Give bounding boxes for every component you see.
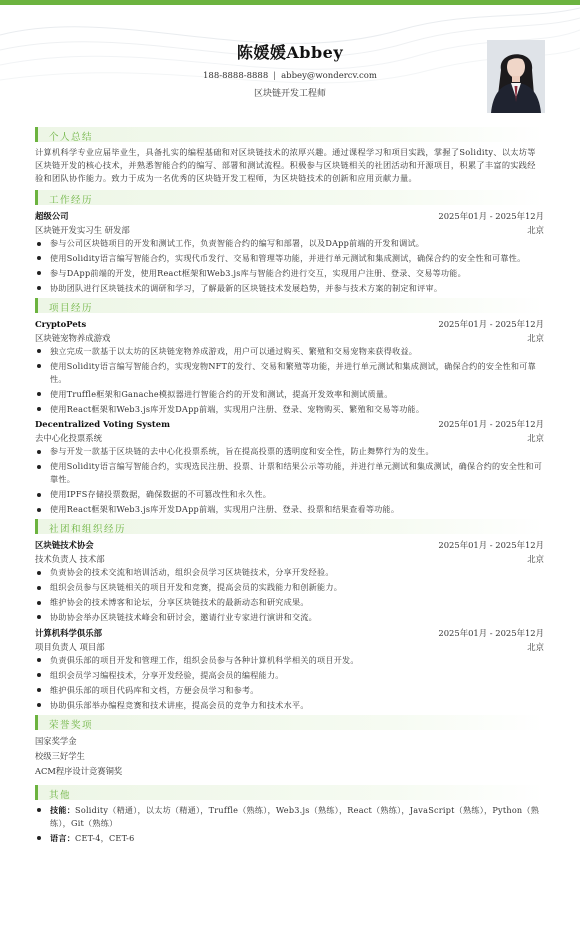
work-location: 北京 <box>527 225 544 235</box>
section-work-heading: 工作经历 <box>35 190 544 205</box>
list-item: 使用Solidity语言编写智能合约，实现选民注册、投票、计票和结果公示等功能，并进行单元测试和集成测试，确保合约的安全性和可靠性。 <box>35 460 544 486</box>
project-bullets <box>35 345 544 416</box>
club-location: 北京 <box>527 554 544 565</box>
club-role: 技术负责人 技术部 <box>35 554 105 565</box>
language-label: 语言： <box>50 832 76 843</box>
project-entry <box>35 317 544 416</box>
award-item: ACM程序设计竞赛铜奖 <box>35 765 123 776</box>
project-role: 去中心化投票系统 <box>35 433 102 444</box>
work-date: 2025年01月 - 2025年12月 <box>438 211 544 221</box>
project-bullets <box>35 445 544 516</box>
project-date: 2025年01月 - 2025年12月 <box>438 318 544 329</box>
list-item: 使用React框架和Web3.js库开发DApp前端，实现用户注册、登录、投票和结果查看等功能。 <box>35 503 544 516</box>
work-entry <box>35 209 544 295</box>
list-item: 参与公司区块链项目的开发和测试工作，负责智能合约的编写和部署，以及DApp前端的开发和调试。 <box>35 237 544 250</box>
skills-label: 技能： <box>50 804 76 815</box>
language-text: CET-4，CET-6 <box>75 832 135 843</box>
section-awards-heading: 荣誉奖项 <box>35 715 544 730</box>
list-item: 维护协会的技术博客和论坛，分享区块链技术的最新动态和研究成果。 <box>35 596 544 609</box>
section-projects-heading: 项目经历 <box>35 298 544 313</box>
list-item: 协助团队进行区块链技术的调研和学习，了解最新的区块链技术发展趋势，并参与技术方案的制定和评审。 <box>35 282 544 295</box>
project-name: CryptoPets <box>35 318 87 329</box>
resume-body <box>35 124 544 846</box>
project-location: 北京 <box>527 433 544 444</box>
award-item: 校级三好学生 <box>35 750 85 761</box>
list-item: 负责协会的技术交流和培训活动，组织会员学习区块链技术，分享开发经验。 <box>35 566 544 579</box>
club-role: 项目负责人 项目部 <box>35 641 105 652</box>
top-accent-bar <box>0 0 580 5</box>
list-item: 协助俱乐部举办编程竞赛和技术讲座，提高会员的竞争力和技术水平。 <box>35 699 544 712</box>
list-item: 组织会员学习编程技术，分享开发经验，提高会员的编程能力。 <box>35 669 544 682</box>
list-item: 使用Truffle框架和Ganache模拟器进行智能合约的开发和测试，提高开发效率和测试质量。 <box>35 388 544 401</box>
list-item: 参与DApp前端的开发，使用React框架和Web3.js库与智能合约进行交互，实现用户注册、登录、交易等功能。 <box>35 267 544 280</box>
club-bullets <box>35 654 544 712</box>
project-date: 2025年01月 - 2025年12月 <box>438 419 544 430</box>
work-bullets <box>35 237 544 295</box>
club-bullets <box>35 566 544 624</box>
club-date: 2025年01月 - 2025年12月 <box>438 540 544 551</box>
section-clubs-heading: 社团和组织经历 <box>35 519 544 534</box>
contact-line: 188-8888-8888 | abbey@wondercv.com <box>203 71 377 81</box>
project-location: 北京 <box>527 332 544 343</box>
club-date: 2025年01月 - 2025年12月 <box>438 627 544 638</box>
work-role: 区块链开发实习生 研发部 <box>35 225 130 235</box>
list-item: 使用Solidity语言编写智能合约，实现宠物NFT的发行、交易和繁殖等功能，并进行单元测试和集成测试，确保合约的安全性和可靠性。 <box>35 360 544 386</box>
awards-list <box>35 734 544 779</box>
email-address: abbey@wondercv.com <box>281 71 377 81</box>
list-item: 独立完成一款基于以太坊的区块链宠物养成游戏，用户可以通过购买、繁殖和交易宠物来获得收益。 <box>35 345 544 358</box>
company-name: 超级公司 <box>35 211 69 221</box>
list-item: 使用React框架和Web3.js库开发DApp前端，实现用户注册、登录、宠物购买、繁殖和交易等功能。 <box>35 403 544 416</box>
section-summary-heading: 个人总结 <box>35 127 544 142</box>
club-entry <box>35 626 544 712</box>
club-entry <box>35 538 544 624</box>
list-item: 使用IPFS存储投票数据，确保数据的不可篡改性和永久性。 <box>35 488 544 501</box>
club-name: 区块链技术协会 <box>35 540 94 551</box>
list-item: 组织会员参与区块链相关的项目开发和竞赛，提高会员的实践能力和创新能力。 <box>35 581 544 594</box>
club-location: 北京 <box>527 641 544 652</box>
profile-photo <box>487 40 545 113</box>
job-title: 区块链开发工程师 <box>253 89 326 99</box>
candidate-name: 陈媛媛Abbey <box>236 43 344 62</box>
other-list <box>35 804 544 845</box>
list-item: 使用Solidity语言编写智能合约，实现代币发行、交易和管理等功能，并进行单元测试和集成测试，确保合约的安全性和可靠性。 <box>35 252 544 265</box>
award-item: 国家奖学金 <box>35 735 77 746</box>
club-name: 计算机科学俱乐部 <box>35 627 102 638</box>
list-item: 参与开发一款基于区块链的去中心化投票系统，旨在提高投票的透明度和安全性，防止舞弊行为的发生。 <box>35 445 544 458</box>
project-name: Decentralized Voting System <box>35 419 170 430</box>
list-item: 维护俱乐部的项目代码库和文档，方便会员学习和参考。 <box>35 684 544 697</box>
list-item: 负责俱乐部的项目开发和管理工作，组织会员参与各种计算机科学相关的项目开发。 <box>35 654 544 667</box>
project-entry <box>35 417 544 516</box>
skills-item <box>35 804 544 830</box>
language-item <box>35 832 544 845</box>
summary-text: 计算机科学专业应届毕业生，具备扎实的编程基础和对区块链技术的浓厚兴趣。通过课程学习和项目实践，掌握了Solidity、以太坊等区块链开发的核心技术，并熟悉智能合约的编写、部署和测试流程。积极参与区块链相关的社团活动和开源项目，积累了丰富的实践经验和团队协作能力。致力于成为一名优秀的区块链开发工程师，为区块链技术的创新和应用贡献力量。 <box>35 147 536 183</box>
project-role: 区块链宠物养成游戏 <box>35 332 111 343</box>
list-item: 协助协会举办区块链技术峰会和研讨会，邀请行业专家进行演讲和交流。 <box>35 611 544 624</box>
section-other-heading: 其他 <box>35 785 544 800</box>
phone-number: 188-8888-8888 <box>203 71 269 81</box>
skills-text: Solidity（精通），以太坊（精通），Truffle（熟练），Web3.js（熟练），React（熟练），JavaScript（熟练），Python（熟练），Git（熟练） <box>50 804 540 828</box>
